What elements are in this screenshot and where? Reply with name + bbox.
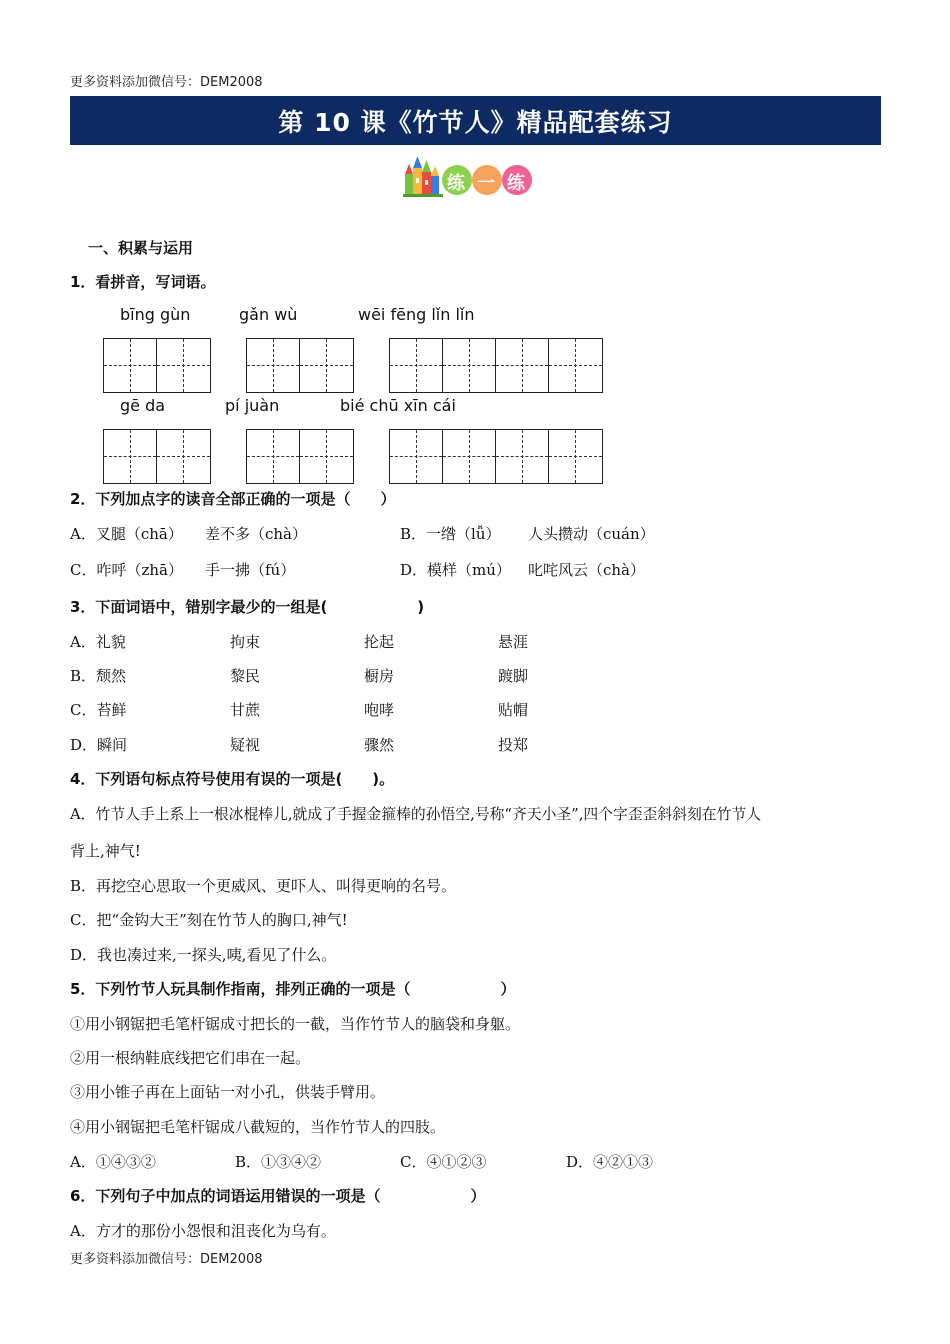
q2-option-c2: 手一拂（fú） <box>205 561 296 579</box>
q5-option-a: A．①④③② <box>70 1153 156 1171</box>
pinyin-1: bīng gùn <box>120 305 191 324</box>
pinyin-2: gǎn wù <box>239 305 298 324</box>
q1-title: 1．看拼音，写词语。 <box>70 273 216 291</box>
q4-option-a-line1: A．竹节人手上系上一根冰棍棒儿,就成了手握金箍棒的孙悟空,号称“齐天小圣”,四个字歪歪斜斜刻在竹节人 <box>70 806 761 823</box>
q3-a-3: 抡起 <box>364 633 395 651</box>
q3-c-2: 甘蔗 <box>230 701 261 719</box>
pinyin-6: bié chū xīn cái <box>340 396 456 415</box>
q3-a-1: A．礼貌 <box>70 633 126 651</box>
q3-d-1: D．瞬间 <box>70 736 128 754</box>
write-grid-6[interactable] <box>389 429 603 484</box>
q6-option-a: A．方才的那份小怨恨和沮丧化为乌有。 <box>70 1222 336 1240</box>
q2-option-a: A．叉腿（chā） <box>70 525 183 543</box>
q3-b-1: B．颓然 <box>70 667 127 685</box>
badge-char-3: 练 <box>507 173 525 194</box>
write-grid-3[interactable] <box>389 338 603 393</box>
q2-option-a2: 差不多（chà） <box>205 525 308 543</box>
q5-step-2: ②用一根纳鞋底线把它们串在一起。 <box>70 1049 311 1067</box>
write-grid-5[interactable] <box>246 429 354 484</box>
q6-title: 6．下列句子中加点的词语运用错误的一项是（ ） <box>70 1187 486 1205</box>
q5-option-b: B．①③④② <box>235 1153 322 1171</box>
q3-d-2: 疑视 <box>230 736 261 754</box>
q3-c-1: C．苔鲜 <box>70 701 127 719</box>
section-heading: 一、积累与运用 <box>88 239 194 257</box>
q4-title: 4．下列语句标点符号使用有误的一项是( )。 <box>70 770 395 788</box>
q3-b-4: 踱脚 <box>498 667 529 685</box>
q4-option-a-line2: 背上,神气! <box>70 842 141 860</box>
q4-option-c: C．把“金钩大王”刻在竹节人的胸口,神气! <box>70 911 348 929</box>
q4-option-d: D．我也凑过来,一探头,咦,看见了什么。 <box>70 946 337 964</box>
header-note: 更多资料添加微信号：DEM2008 <box>70 75 263 90</box>
q5-step-4: ④用小钢锯把毛笔杆锯成八截短的，当作竹节人的四肢。 <box>70 1118 446 1136</box>
q2-option-b2: 人头攒动（cuán） <box>528 525 655 543</box>
pinyin-5: pí juàn <box>225 396 280 415</box>
q3-title: 3．下面词语中，错别字最少的一组是( ) <box>70 598 425 616</box>
q3-b-2: 黎民 <box>230 667 261 685</box>
pinyin-3: wēi fēng lǐn lǐn <box>358 305 475 324</box>
write-grid-4[interactable] <box>103 429 211 484</box>
q2-title: 2．下列加点字的读音全部正确的一项是（ ） <box>70 490 396 508</box>
write-grid-2[interactable] <box>246 338 354 393</box>
page-title: 第 10 课《竹节人》精品配套练习 <box>70 96 881 145</box>
practice-badge <box>403 154 533 200</box>
q3-a-4: 悬涯 <box>498 633 529 651</box>
footer-note: 更多资料添加微信号：DEM2008 <box>70 1252 263 1267</box>
q3-c-4: 贴帽 <box>498 701 529 719</box>
q3-d-4: 投郑 <box>498 736 529 754</box>
q2-option-c: C．咋呼（zhā） <box>70 561 183 579</box>
q2-option-d2: 叱咤风云（chà） <box>528 561 646 579</box>
write-grid-1[interactable] <box>103 338 211 393</box>
q4-option-b: B．再挖空心思取一个更威风、更吓人、叫得更响的名号。 <box>70 877 457 895</box>
badge-char-2: 一 <box>477 173 495 194</box>
q5-option-d: D．④②①③ <box>566 1153 654 1171</box>
badge-char-1: 练 <box>447 173 465 194</box>
q3-c-3: 咆哮 <box>364 701 395 719</box>
q5-title: 5．下列竹节人玩具制作指南，排列正确的一项是（ ） <box>70 980 516 998</box>
q5-option-c: C．④①②③ <box>400 1153 487 1171</box>
q5-step-3: ③用小锥子再在上面钻一对小孔，供装手臂用。 <box>70 1083 386 1101</box>
q3-d-3: 骤然 <box>364 736 395 754</box>
q3-b-3: 橱房 <box>364 667 395 685</box>
q5-step-1: ①用小钢锯把毛笔杆锯成寸把长的一截，当作竹节人的脑袋和身躯。 <box>70 1015 521 1033</box>
q2-option-d: D．模样（mú） <box>400 561 511 579</box>
pinyin-4: gē da <box>120 396 166 415</box>
q2-option-b: B．一绺（lǚ） <box>400 525 501 543</box>
q3-a-2: 拘束 <box>230 633 261 651</box>
